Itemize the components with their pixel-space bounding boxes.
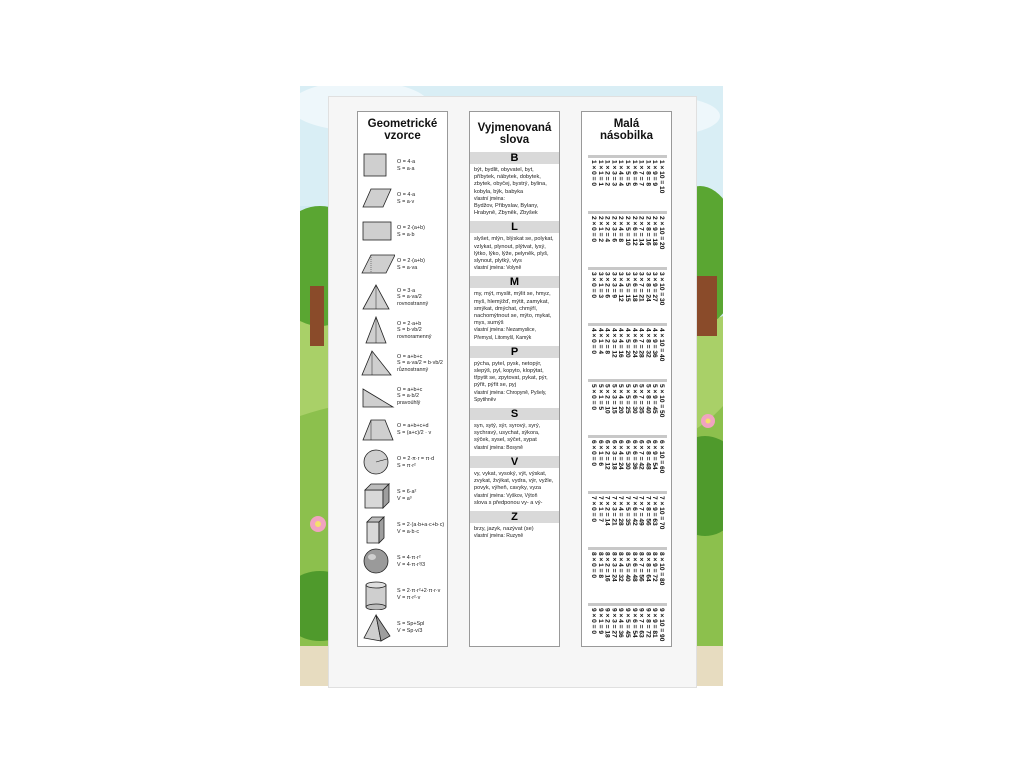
pyramid-icon [361, 612, 395, 643]
multiplication-row: 3 × 1 = 3 [596, 272, 604, 299]
multiplication-row: 8 × 7 = 56 [637, 552, 645, 582]
multiplication-row: 8 × 3 = 24 [610, 552, 618, 582]
multiplication-row: 3 × 7 = 21 [637, 272, 645, 302]
multiplication-row: 9 × 10 = 90 [658, 608, 665, 642]
geometry-title: Geometrické vzorce [367, 118, 438, 142]
multiplication-row: 3 × 2 = 6 [603, 272, 611, 299]
multiplication-row: 2 × 6 = 12 [630, 216, 638, 246]
multiplication-row: 1 × 10 = 10 [658, 160, 665, 194]
proper-names-label: vlastní jména: Bosyně [474, 444, 523, 451]
multiplication-row: 6 × 4 = 24 [617, 440, 625, 470]
multiplication-row: 2 × 1 = 2 [596, 216, 604, 243]
multiplication-row: 4 × 4 = 16 [617, 328, 625, 358]
table-rows [588, 270, 667, 312]
section-body [470, 288, 559, 341]
multiplication-row: 2 × 7 = 14 [637, 216, 645, 246]
multiplication-row: 9 × 3 = 27 [610, 608, 618, 638]
formula-text: O = a+b+c S = a·va/2 = b·vb/2 různostranný [397, 354, 443, 373]
formula-text: O = 2·π·r = π·d S = π·r² [397, 456, 435, 469]
multiplication-row: 5 × 1 = 5 [596, 384, 604, 411]
table-rows [588, 494, 667, 536]
table-rows [588, 382, 667, 424]
square-icon [361, 150, 395, 181]
words-strip [469, 111, 560, 647]
multiplication-row: 3 × 10 = 30 [658, 272, 665, 306]
word-list: vy, vykat, vysoký, výt, výskat, zvykat, žvýkat, vydra, výr, vyžle, povyk, výheň, cavyky, vyza [474, 470, 554, 492]
multiplication-row: 9 × 4 = 36 [617, 608, 625, 638]
multiplication-row: 5 × 7 = 35 [637, 384, 645, 414]
scalene-triangle-icon [361, 348, 395, 379]
multiplication-row: 5 × 10 = 50 [658, 384, 665, 418]
multiplication-row: 3 × 5 = 15 [624, 272, 631, 302]
geometry-item [361, 347, 445, 380]
word-sections [470, 152, 559, 540]
multiplication-row: 5 × 8 = 40 [644, 384, 652, 414]
multiplication-row: 7 × 9 = 63 [651, 496, 659, 526]
multiplication-row: 1 × 9 = 9 [651, 160, 659, 187]
formula-text: S = Sp+Spl V = Sp·v/3 [397, 621, 425, 634]
sphere-icon [361, 546, 395, 577]
geometry-item [361, 413, 445, 446]
multiplication-row: 8 × 2 = 16 [603, 552, 611, 582]
multiplication-row: 7 × 10 = 70 [658, 496, 665, 530]
multiplication-row: 7 × 1 = 7 [596, 496, 604, 523]
multiplication-row: 1 × 0 = 0 [590, 160, 597, 187]
proper-names: slova s předponou vy- a vý- [474, 499, 543, 506]
section-letter: S [470, 408, 559, 420]
formula-text: S = 4·π·r² V = 4·π·r³/3 [397, 555, 426, 568]
proper-names: Bydžov, Přibyslav, Bylany, Hrabyně, Zbyněk, Zbyšek [474, 203, 539, 217]
multiplication-row: 1 × 2 = 2 [603, 160, 611, 187]
word-list: být, bydlit, obyvatel, byt, příbytek, nábytek, dobytek, zbytek, obyčej, bystrý, bylina, kobyla, býk, babyka [474, 167, 547, 195]
formula-text: O = 2·(a+b) S = a·va [397, 258, 425, 271]
section-letter: Z [470, 511, 559, 523]
section-letter: L [470, 221, 559, 233]
multiplication-row: 6 × 8 = 48 [644, 440, 652, 470]
multiplication-row: 6 × 1 = 6 [596, 440, 604, 467]
multiplication-row: 4 × 3 = 12 [610, 328, 618, 358]
geometry-item [361, 611, 445, 644]
formula-text: O = 2·(a+b) S = a·b [397, 225, 425, 238]
multiplication-row: 1 × 7 = 7 [637, 160, 645, 187]
proper-names-label: vlastní jména: [474, 195, 505, 202]
geometry-item [361, 314, 445, 347]
proper-names-label: vlastní jména: Vyškov, Výtoň [474, 492, 538, 499]
formula-text: S = 6·a² V = a³ [397, 489, 417, 502]
multiplication-row: 1 × 3 = 3 [610, 160, 618, 187]
multiplication-row: 2 × 3 = 6 [610, 216, 618, 243]
geometry-item [361, 380, 445, 413]
multiplication-row: 6 × 3 = 18 [610, 440, 618, 470]
multiplication-table-6 [588, 435, 667, 479]
section-body [470, 358, 559, 404]
geometry-item [361, 512, 445, 545]
right-triangle-icon [361, 381, 395, 412]
multiplication-row: 2 × 10 = 20 [658, 216, 665, 250]
section-body [470, 468, 559, 507]
geometry-item [361, 149, 445, 182]
multiplication-row: 1 × 1 = 1 [596, 160, 604, 187]
formula-text: S = 2·π·r²+2·π·r·v V = π·r²·v [397, 588, 441, 601]
words-title: Vyjmenovaná slova [477, 122, 552, 146]
multiplication-table-8 [588, 547, 667, 591]
multiplication-row: 4 × 0 = 0 [590, 328, 597, 355]
multiplication-row: 1 × 5 = 5 [624, 160, 631, 187]
multiplication-row: 6 × 2 = 12 [603, 440, 611, 470]
multiplication-table-9 [588, 603, 667, 647]
cube-icon [361, 480, 395, 511]
multiplication-row: 4 × 7 = 28 [637, 328, 645, 358]
multiplication-row: 5 × 6 = 30 [630, 384, 638, 414]
table-rows [588, 606, 667, 647]
cuboid-icon [361, 513, 395, 544]
multiplication-row: 3 × 0 = 0 [590, 272, 597, 299]
multiplication-row: 8 × 5 = 40 [624, 552, 631, 582]
formula-text: O = 2·a+b S = b·vb/2 rovnoramenný [397, 321, 432, 340]
multiplication-table-1 [588, 155, 667, 199]
proper-names-label: vlastní jména: Ruzyně [474, 533, 524, 540]
multiplication-row: 5 × 4 = 20 [617, 384, 625, 414]
word-list: syn, sytý, sýr, syrový, syrý, sychravý, usychat, sýkora, sýček, sysel, sýčet, sypat [474, 423, 541, 444]
multiplication-row: 4 × 10 = 40 [658, 328, 665, 362]
multiplication-row: 5 × 5 = 25 [624, 384, 631, 414]
multiplication-row: 4 × 6 = 24 [630, 328, 638, 358]
multiplication-row: 9 × 5 = 45 [624, 608, 631, 638]
multiplication-row: 5 × 9 = 45 [651, 384, 659, 414]
multiplication-row: 3 × 9 = 27 [651, 272, 659, 302]
trapezoid-icon [361, 414, 395, 445]
geometry-strip [357, 111, 448, 647]
multiplication-row: 9 × 6 = 54 [630, 608, 638, 638]
word-list: my, mýt, myslit, mýlit se, hmyz, myš, hlemýžď, mýtit, zamykat, smýkat, dmýchat, chmýří, nachomýtnout se, mýto, mykat, mys, sumýš [474, 291, 552, 327]
equilateral-triangle-icon [361, 282, 395, 313]
formula-text: S = 2·(a·b+a·c+b·c) V = a·b·c [397, 522, 445, 535]
geometry-item [361, 248, 445, 281]
word-list: slyšet, mlýn, blýskat se, polykat, vzlykat, plynout, plýtvat, lysý, lýtko, lýko, lýže, pelyněk, plyš, slynout, plytký, vlys [474, 236, 554, 265]
rectangle-icon [361, 216, 395, 247]
multiplication-row: 1 × 8 = 8 [644, 160, 652, 187]
geometry-list [361, 149, 445, 644]
multiplication-row: 2 × 0 = 0 [590, 216, 597, 243]
multiplication-row: 2 × 5 = 10 [624, 216, 631, 246]
section-letter: V [470, 456, 559, 468]
multiplication-row: 7 × 8 = 56 [644, 496, 652, 526]
multiplication-row: 2 × 9 = 18 [651, 216, 659, 246]
proper-names-label: vlastní jména: Nezamyslice, Přemysl, Litomyšl, Kamýk [474, 327, 536, 341]
parallelogram-icon [361, 249, 395, 280]
multiplication-row: 6 × 10 = 60 [658, 440, 665, 474]
multiplication-row: 1 × 4 = 4 [617, 160, 625, 187]
geometry-item [361, 578, 445, 611]
table-rows [588, 326, 667, 368]
multiplication-row: 6 × 6 = 36 [630, 440, 638, 470]
multiplication-row: 3 × 8 = 24 [644, 272, 652, 302]
cylinder-icon [361, 579, 395, 610]
section-letter: B [470, 152, 559, 164]
multiplication-row: 7 × 7 = 49 [637, 496, 645, 526]
multiplication-row: 8 × 6 = 48 [630, 552, 638, 582]
multiplication-row: 8 × 1 = 8 [596, 552, 604, 579]
multiplication-row: 4 × 2 = 8 [603, 328, 611, 355]
proper-names-label: vlastní jména: Chropyně, Pyšely, Spytihněv [474, 389, 547, 403]
circle-icon [361, 447, 395, 478]
geometry-item [361, 545, 445, 578]
multiplication-table-3 [588, 267, 667, 311]
formula-text: O = 4·a S = a·v [397, 192, 416, 205]
table-rows [588, 214, 667, 256]
multiplication-row: 8 × 10 = 80 [658, 552, 665, 586]
multiplication-row: 8 × 0 = 0 [590, 552, 597, 579]
multiplication-row: 9 × 1 = 9 [596, 608, 604, 635]
multiplication-row: 8 × 4 = 32 [617, 552, 625, 582]
multiplication-row: 3 × 4 = 12 [617, 272, 625, 302]
multiplication-row: 4 × 5 = 20 [624, 328, 631, 358]
multiplication-row: 9 × 9 = 81 [651, 608, 659, 638]
formula-text: O = 4·a S = a·a [397, 159, 416, 172]
section-body [470, 523, 559, 540]
multiplication-row: 9 × 0 = 0 [590, 608, 597, 635]
table-rows [588, 158, 667, 200]
section-body [470, 164, 559, 217]
geometry-item [361, 281, 445, 314]
multiplication-row: 9 × 2 = 18 [603, 608, 611, 638]
multiplication-row: 7 × 2 = 14 [603, 496, 611, 526]
multiplication-row: 6 × 5 = 30 [624, 440, 631, 470]
multiplication-row: 7 × 3 = 21 [610, 496, 618, 526]
geometry-item [361, 182, 445, 215]
multiplication-row: 5 × 2 = 10 [603, 384, 611, 414]
multiplication-row: 7 × 4 = 28 [617, 496, 625, 526]
geometry-item [361, 479, 445, 512]
multiplication-row: 2 × 8 = 16 [644, 216, 652, 246]
multiplication-row: 7 × 0 = 0 [590, 496, 597, 523]
multiplication-row: 9 × 7 = 63 [637, 608, 645, 638]
proper-names-label: vlastní jména: Volyně [474, 265, 522, 272]
geometry-item [361, 446, 445, 479]
multiplication-row: 2 × 2 = 4 [603, 216, 611, 243]
table-rows [588, 438, 667, 480]
word-list: brzy, jazyk, nazývat (se) [474, 525, 534, 532]
rhombus-icon [361, 183, 395, 214]
formula-text: O = a+b+c+d S = (a+c)/2 · v [397, 423, 432, 436]
multiplication-table-5 [588, 379, 667, 423]
multiplication-row: 1 × 6 = 6 [630, 160, 638, 187]
multiplication-row: 8 × 9 = 72 [651, 552, 659, 582]
multiplication-row: 5 × 0 = 0 [590, 384, 597, 411]
multiplication-strip [581, 111, 672, 647]
multiplication-row: 6 × 0 = 0 [590, 440, 597, 467]
isosceles-triangle-icon [361, 315, 395, 346]
multiplication-row: 2 × 4 = 8 [617, 216, 625, 243]
multiplication-row: 5 × 3 = 15 [610, 384, 618, 414]
section-body [470, 420, 559, 452]
multiplication-row: 8 × 8 = 64 [644, 552, 652, 582]
multiplication-row: 4 × 1 = 4 [596, 328, 604, 355]
word-list: pýcha, pytel, pysk, netopýr, slepýš, pyl, kopyto, klopýtat, třpytit se, zpytovat, pykat, pýr, pýřit, pýřit se, pyj [474, 360, 548, 389]
formula-text: O = 3·a S = a·va/2 rovnostranný [397, 288, 429, 307]
geometry-item [361, 215, 445, 248]
multiplication-row: 7 × 6 = 42 [630, 496, 638, 526]
multiplication-title: Malá násobilka [599, 118, 654, 142]
section-body [470, 233, 559, 272]
multiplication-row: 4 × 9 = 36 [651, 328, 659, 358]
multiplication-table-2 [588, 211, 667, 255]
section-letter: P [470, 346, 559, 358]
multiplication-row: 3 × 6 = 18 [630, 272, 638, 302]
multiplication-row: 9 × 8 = 72 [644, 608, 652, 638]
multiplication-row: 4 × 8 = 32 [644, 328, 652, 358]
multiplication-row: 6 × 7 = 42 [637, 440, 645, 470]
multiplication-row: 7 × 5 = 35 [624, 496, 631, 526]
multiplication-table-7 [588, 491, 667, 535]
formula-text: O = a+b+c S = a·b/2 pravoúhlý [397, 387, 423, 406]
section-letter: M [470, 276, 559, 288]
multiplication-row: 3 × 3 = 9 [610, 272, 618, 299]
table-rows [588, 550, 667, 592]
multiplication-row: 6 × 9 = 54 [651, 440, 659, 470]
multiplication-table-4 [588, 323, 667, 367]
